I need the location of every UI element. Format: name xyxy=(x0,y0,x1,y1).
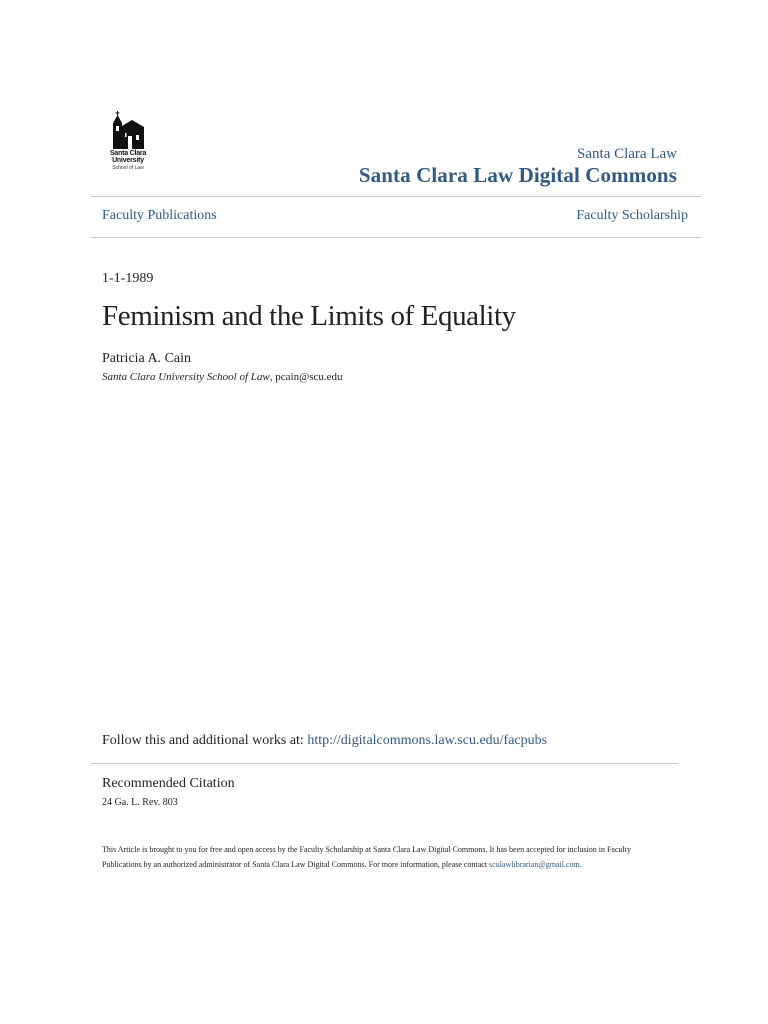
contact-email-link[interactable]: sculawlibrarian@gmail.com xyxy=(489,859,580,869)
institution-name[interactable]: Santa Clara Law xyxy=(577,146,677,162)
nav-link-faculty-scholarship[interactable]: Faculty Scholarship xyxy=(576,208,688,223)
collection-link[interactable]: http://digitalcommons.law.scu.edu/facpubs xyxy=(307,733,548,748)
repository-header xyxy=(359,145,677,187)
notice-text: This Article is brought to you for free and open access by the Faculty Scholarship at Santa Clara Law Digital Commons. It has been accepted for inclusion in Faculty Publications by an authorized administrator of Santa Clara Law Digital Commons. For more information, please contact xyxy=(102,845,631,869)
citation-divider xyxy=(91,763,678,764)
affiliation-name: Santa Clara University School of Law xyxy=(102,371,270,383)
follow-prefix: Follow this and additional works at: xyxy=(102,733,308,748)
follow-line xyxy=(102,732,547,749)
mission-church-icon xyxy=(108,110,148,150)
affiliation-separator: , xyxy=(269,371,276,383)
recommended-citation-heading: Recommended Citation xyxy=(102,776,235,791)
article-title: Feminism and the Limits of Equality xyxy=(102,300,516,332)
author-email: pcain@scu.edu xyxy=(275,371,343,383)
header-divider-bottom xyxy=(91,237,701,238)
university-logo xyxy=(104,110,152,178)
recommended-citation-text: 24 Ga. L. Rev. 803 xyxy=(102,797,178,808)
header-divider-top xyxy=(91,196,701,197)
logo-line-1: Santa Clara xyxy=(109,150,147,157)
logo-line-2: University xyxy=(112,157,144,164)
nav-link-faculty-publications[interactable]: Faculty Publications xyxy=(102,208,217,223)
notice-end: . xyxy=(579,859,582,869)
logo-line-3: School of Law xyxy=(112,165,144,171)
repository-name[interactable]: Santa Clara Law Digital Commons xyxy=(358,163,677,187)
author-affiliation xyxy=(102,370,343,384)
publication-date: 1-1-1989 xyxy=(102,271,154,286)
access-notice xyxy=(102,843,662,872)
author-name: Patricia A. Cain xyxy=(102,351,192,366)
